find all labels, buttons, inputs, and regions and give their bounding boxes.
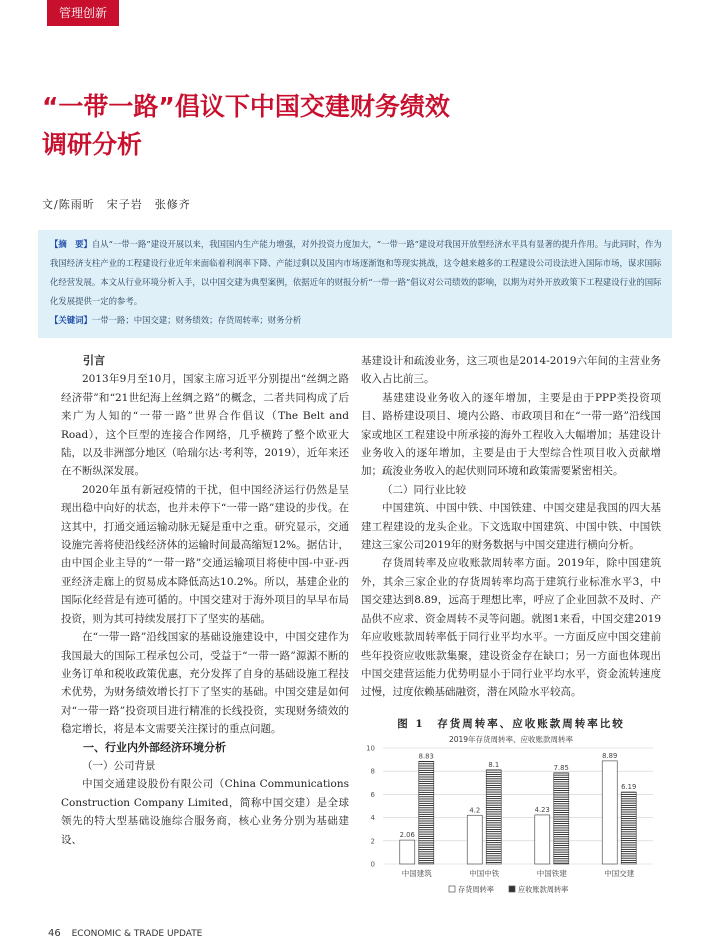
title-line-2: 调研分析 xyxy=(42,130,143,159)
data-label: 4.2 xyxy=(469,806,481,815)
authors: 文/陈雨昕 宋子岩 张修齐 xyxy=(42,198,191,211)
bar xyxy=(400,840,415,864)
data-label: 7.85 xyxy=(553,763,569,772)
bar xyxy=(486,770,501,864)
legend-swatch xyxy=(509,886,515,892)
x-tick-label: 中国铁建 xyxy=(536,869,567,878)
x-tick-label: 中国交建 xyxy=(604,869,635,878)
journal-name: ECONOMIC & TRADE UPDATE xyxy=(71,929,203,939)
section-heading-1: 一、行业内外部经济环境分析 xyxy=(83,740,226,754)
bar xyxy=(535,815,550,864)
left-paragraph-4: 中国交通建设股份有限公司（China Communications Construction Company Limited，简称中国交建）是全球领先的特大型基础设施综合服务商，核心业务分别为基础建设、 xyxy=(61,778,349,846)
y-tick-label: 4 xyxy=(370,814,375,823)
subsection-heading-1: （一）公司背景 xyxy=(82,759,156,772)
legend-label: 应收账款周转率 xyxy=(518,885,569,894)
article-title xyxy=(42,88,642,164)
y-tick-label: 8 xyxy=(370,767,375,776)
data-label: 8.1 xyxy=(488,761,500,770)
bar xyxy=(602,761,617,864)
right-paragraph-1: 基建建设业务收入的逐年增加，主要是由于PPP类投资项目、路桥建设项目、境内公路、市政项目和在“一带一路”沿线国家或地区工程建设中所承接的海外工程收入大幅增加；基建设计业务收入的逐年增加，主要是由于大型综合性项目收入贡献增加；疏浚业务收入的起伏则同环境和政策需要紧密相关。 xyxy=(361,391,661,478)
y-tick-label: 6 xyxy=(370,790,375,799)
y-tick-label: 2 xyxy=(370,837,375,846)
abstract-label: 【摘 要】 xyxy=(50,239,92,249)
subsection-heading-2: （二）同行业比较 xyxy=(382,483,466,496)
title-line-1: “一带一路”倡议下中国交建财务绩效 xyxy=(42,92,450,121)
y-tick-label: 0 xyxy=(370,860,375,869)
left-paragraph-3: 在“一带一路”沿线国家的基础设施建设中，中国交建作为我国最大的国际工程承包公司，受益于“一带一路”源源不断的业务订单和税收政策优惠，充分发挥了自身的基础设施工程技术优势，为财务绩效增长打下了坚实的基础。中国交建是如何对“一带一路”投资项目进行精准的长线投资，实现财务绩效的稳定增长，将是本文需要关注探讨的重点问题。 xyxy=(61,631,349,736)
right-paragraph-2: 中国建筑、中国中铁、中国铁建、中国交建是我国的四大基建工程建设的龙头企业。下文选取中国建筑、中国中铁、中国铁建这三家公司2019年的财务数据与中国交建进行横向分析。 xyxy=(361,502,661,552)
keywords-text: 一带一路；中国交建；财务绩效；存货周转率；财务分析 xyxy=(91,315,302,325)
bar-chart xyxy=(361,732,661,902)
page-footer xyxy=(48,928,202,939)
keywords-label: 【关键词】 xyxy=(50,315,92,325)
data-label: 8.89 xyxy=(602,751,618,760)
x-tick-label: 中国中铁 xyxy=(469,869,500,878)
x-tick-label: 中国建筑 xyxy=(401,869,432,878)
left-paragraph-1: 2013年9月至10月，国家主席习近平分别提出“丝绸之路经济带”和“21世纪海上丝绸之路”的概念，二者共同构成了后来广为人知的“一带一路”世界合作倡议（The Belt and Road），这个巨型的连接合作网络，几乎横跨了整个欧亚大陆，以及非洲部分地区（哈瑞尔达·考利等，2019），近年来还在不断纵深发展。 xyxy=(61,373,349,478)
bar xyxy=(467,815,482,864)
chart-title: 2019年存货周转率、应收账款周转率 xyxy=(448,735,574,744)
figure-caption: 图 1 存货周转率、应收账款周转率比较 xyxy=(397,718,625,730)
left-paragraph-2: 2020年虽有新冠疫情的干扰，但中国经济运行仍然是呈现出稳中向好的状态，也并未停下“一带一路”建设的步伐。在这其中，打通交通运输动脉无疑是重中之重。研究显示，交通设施完善将使沿线经济体的运输时间最高缩短12%。据估计，由中国企业主导的“一带一路”交通运输项目将使中国-中亚-西亚经济走廊上的贸易成本降低高达10.2%。所以，基建企业的国际化经营是有迹可循的。中国交建对于海外项目的早早布局投资，则为其可持续发展打下了坚实的基础。 xyxy=(61,483,349,625)
right-column xyxy=(361,352,661,702)
data-label: 6.19 xyxy=(621,783,637,792)
abstract-box xyxy=(38,230,672,338)
legend-swatch xyxy=(449,886,455,892)
page-number: 46 xyxy=(48,928,61,939)
data-label: 2.06 xyxy=(399,831,415,840)
legend-label: 存货周转率 xyxy=(458,885,494,894)
section-tag: 管理创新 xyxy=(47,0,119,26)
chart-container xyxy=(361,732,661,902)
data-label: 4.23 xyxy=(534,805,550,814)
right-paragraph-3: 存货周转率及应收账款周转率方面。2019年，除中国建筑外，其余三家企业的存货周转率均高于建筑行业标准水平3，中国交建达到8.89，远高于理想比率，呼应了企业回款不及时、产品供不应求、资金周转不灵等问题。就图1来看，中国交建2019年应收账款周转率低于同行业平均水平。一方面反应中国交建前些年投资应收账款集聚，建设资金存在缺口；另一方面也体现出中国交建营运能力优势明显小于同行业平均水平，资金流转速度过慢，过度依赖基础融资，潜在风险水平较高。 xyxy=(361,557,661,699)
abstract-text: 自从“一带一路”建设开展以来，我国国内生产能力增强，对外投资力度加大，“一带一路”建设对我国开放型经济水平具有显著的提升作用。与此同时，作为我国经济支柱产业的工程建设行业近年来面临着利润率下降、产能过剩以及国内市场逐渐饱和等现实挑战，这令越来越多的工程建设公司设法进入国际市场，谋求国际化经营发展。本文从行业环境分析入手，以中国交建为典型案例，依据近年的财报分析“一带一路”倡议对公司绩效的影响，以期为对外开放政策下工程建设行业的国际化发展提供一定的参考。 xyxy=(50,239,662,306)
intro-heading: 引言 xyxy=(83,354,105,367)
data-label: 8.83 xyxy=(418,752,434,761)
right-paragraph-0: 基建设计和疏浚业务，这三项也是2014-2019六年间的主营业务收入占比前三。 xyxy=(361,355,661,386)
left-column xyxy=(61,352,349,849)
y-tick-label: 10 xyxy=(366,744,375,753)
